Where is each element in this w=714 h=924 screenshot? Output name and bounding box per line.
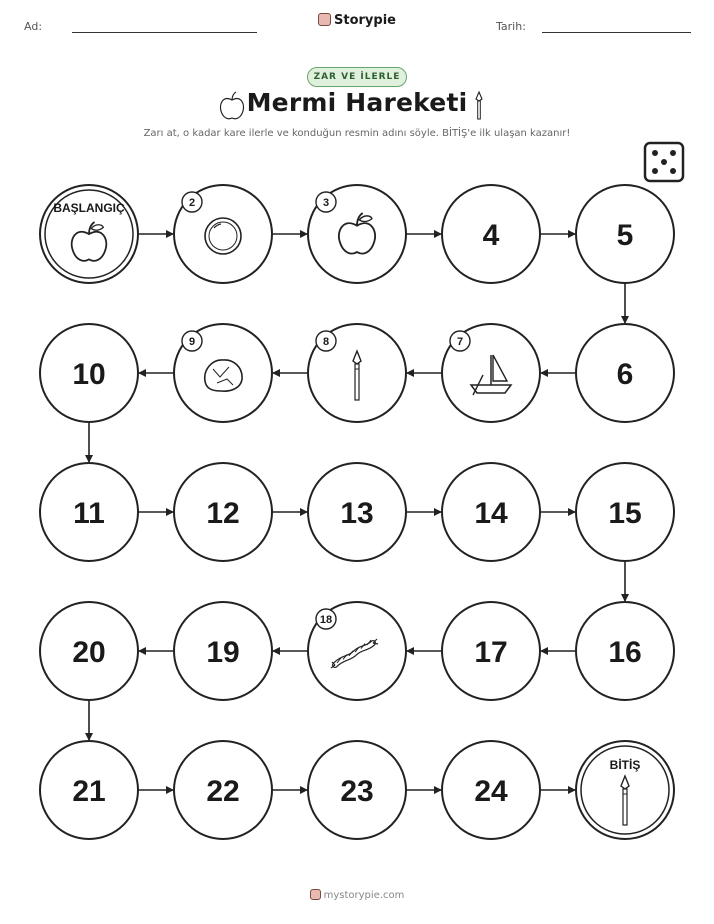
space-number: 17 bbox=[474, 636, 508, 669]
board-space-20 bbox=[40, 602, 138, 700]
board-space-10 bbox=[40, 324, 138, 422]
space-number: 21 bbox=[72, 775, 106, 808]
board-space-2 bbox=[174, 185, 272, 283]
space-number: 12 bbox=[206, 497, 240, 530]
board-space-21 bbox=[40, 741, 138, 839]
footer-site: mystorypie.com bbox=[323, 890, 405, 901]
board-space-25 bbox=[576, 741, 674, 839]
footer bbox=[0, 889, 714, 901]
storypie-logo-icon bbox=[310, 889, 321, 900]
date-label: Tarih: bbox=[496, 20, 526, 33]
board-space-4 bbox=[442, 185, 540, 283]
board-space-15 bbox=[576, 463, 674, 561]
board-space-7 bbox=[442, 324, 540, 422]
name-label: Ad: bbox=[24, 20, 43, 33]
board-spaces bbox=[40, 185, 674, 839]
board-space-18 bbox=[308, 602, 406, 700]
page-title: Mermi Hareketi bbox=[246, 88, 468, 117]
space-number: 23 bbox=[340, 775, 374, 808]
board-space-3 bbox=[308, 185, 406, 283]
space-number: 15 bbox=[608, 497, 642, 530]
board-space-24 bbox=[442, 741, 540, 839]
board-space-14 bbox=[442, 463, 540, 561]
board-space-17 bbox=[442, 602, 540, 700]
space-badge-number: 9 bbox=[188, 336, 196, 348]
board-space-6 bbox=[576, 324, 674, 422]
space-badge-number: 8 bbox=[322, 336, 330, 348]
board-space-19 bbox=[174, 602, 272, 700]
board-space-11 bbox=[40, 463, 138, 561]
board-space-5 bbox=[576, 185, 674, 283]
rock-icon bbox=[205, 360, 242, 391]
activity-tag: ZAR VE İLERLE bbox=[307, 67, 407, 87]
board-space-12 bbox=[174, 463, 272, 561]
space-number: 19 bbox=[206, 636, 240, 669]
brand-name: Storypie bbox=[334, 13, 396, 28]
space-number: 10 bbox=[72, 358, 106, 391]
space-number: 6 bbox=[616, 358, 634, 391]
board-space-13 bbox=[308, 463, 406, 561]
board-space-22 bbox=[174, 741, 272, 839]
space-badge-number: 18 bbox=[319, 614, 333, 626]
board-space-8 bbox=[308, 324, 406, 422]
board-space-16 bbox=[576, 602, 674, 700]
space-badge-number: 2 bbox=[188, 197, 196, 209]
bubble-icon bbox=[205, 218, 241, 254]
start-label: BAŞLANGIÇ bbox=[53, 201, 125, 215]
space-number: 11 bbox=[73, 497, 105, 530]
instructions: Zarı at, o kadar kare ilerle ve konduğun resmin adını söyle. BİTİŞ'e ilk ulaşan kazanır! bbox=[143, 128, 571, 139]
space-number: 4 bbox=[482, 219, 500, 252]
space-number: 5 bbox=[616, 219, 634, 252]
space-number: 16 bbox=[608, 636, 642, 669]
space-number: 13 bbox=[340, 497, 374, 530]
space-badge-number: 3 bbox=[322, 197, 330, 209]
board-space-1 bbox=[40, 185, 138, 283]
space-number: 22 bbox=[206, 775, 240, 808]
space-number: 14 bbox=[474, 497, 508, 530]
space-number: 24 bbox=[474, 775, 508, 808]
space-number: 20 bbox=[72, 636, 106, 669]
finish-label: BİTİŞ bbox=[609, 758, 641, 772]
board-space-23 bbox=[308, 741, 406, 839]
board-space-9 bbox=[174, 324, 272, 422]
space-badge-number: 7 bbox=[456, 336, 464, 348]
